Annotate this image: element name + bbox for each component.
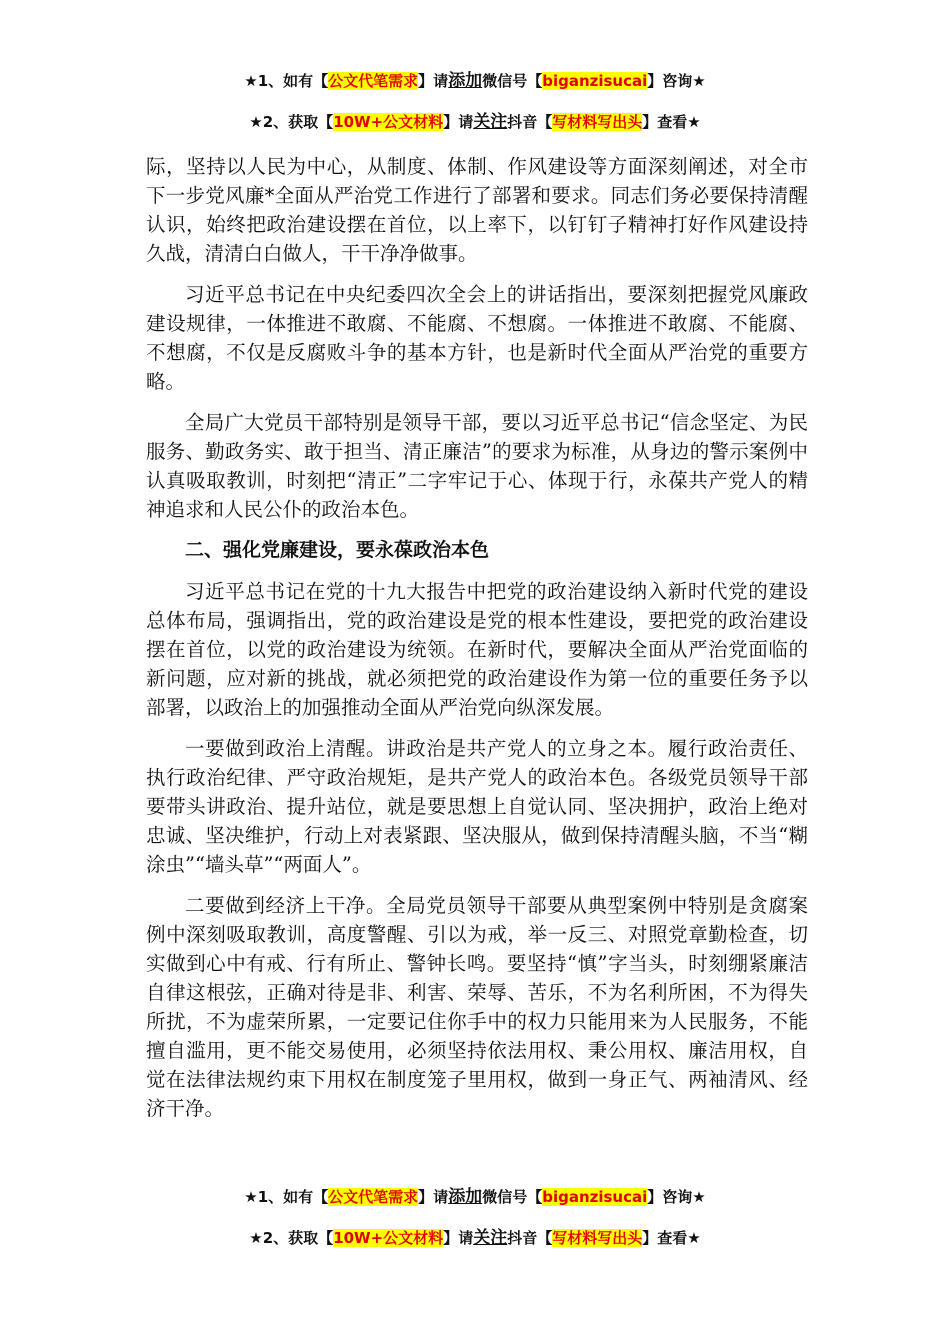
banner-text: 】请 xyxy=(443,1229,474,1247)
paragraph: 全局广大党员干部特别是领导干部，要以习近平总书记“信念坚定、为民服务、勤政务实、敢于担当、清正廉洁”的要求为标准，从身边的警示案例中认真吸取教训，时刻把“清正”二字牢记于心、体现于行，永葆共产党人的精神追求和人民公仆的政治本色。 xyxy=(146,411,808,521)
banner-wechat-id: biganzisucai xyxy=(542,72,648,90)
banner-text: 】请 xyxy=(418,1188,449,1206)
paragraph-continuation: 际，坚持以人民为中心，从制度、体制、作风建设等方面深刻阐述，对全市下一步党风廉*全面从严治党工作进行了部署和要求。同志们务必要保持清醒认识，始终把政治建设摆在首位，以上率下，以钉钉子精神打好作风建设持久战，清清白白做人，干干净净做事。 xyxy=(146,155,808,265)
paragraph: 习近平总书记在中央纪委四次全会上的讲话指出，要深刻把握党风廉政建设规律，一体推进不敢腐、不能腐、不想腐。一体推进不敢腐、不能腐、不想腐，不仅是反腐败斗争的基本方针，也是新时代全面从严治党的重要方略。 xyxy=(146,283,808,393)
banner-prefix: ★1、如有【 xyxy=(244,72,329,90)
banner-highlight-service: 公文代笔需求 xyxy=(328,72,419,90)
bottom-banner-line-1 xyxy=(0,1186,950,1208)
banner-suffix: 】咨询★ xyxy=(647,1188,706,1206)
banner-text: 抖音【 xyxy=(507,113,553,131)
banner-suffix: 】查看★ xyxy=(642,1229,701,1247)
banner-text: 】请 xyxy=(418,72,449,90)
banner-wechat-id: biganzisucai xyxy=(542,1188,648,1206)
banner-suffix: 】咨询★ xyxy=(647,72,706,90)
banner-highlight-service: 公文代笔需求 xyxy=(328,1188,419,1206)
banner-underlined-keyword: 关注 xyxy=(473,112,508,132)
banner-underlined-keyword: 添加 xyxy=(448,1187,483,1207)
paragraph: 一要做到政治上清醒。讲政治是共产党人的立身之本。履行政治责任、执行政治纪律、严守政治规矩，是共产党人的政治本色。各级党员领导干部要带头讲政治、提升站位，就是要思想上自觉认同、坚决拥护，政治上绝对忠诚、坚决维护，行动上对表紧跟、坚决服从，做到保持清醒头脑，不当“糊涂虫”“墙头草”“两面人”。 xyxy=(146,737,808,876)
banner-prefix: ★2、获取【 xyxy=(249,113,334,131)
banner-highlight-materials: 10W+公文材料 xyxy=(333,113,444,131)
banner-douyin-account: 写材料写出头 xyxy=(552,113,643,131)
banner-text: 】请 xyxy=(443,113,474,131)
banner-text: 微信号【 xyxy=(482,72,543,90)
banner-prefix: ★2、获取【 xyxy=(249,1229,334,1247)
banner-text: 微信号【 xyxy=(482,1188,543,1206)
banner-prefix: ★1、如有【 xyxy=(244,1188,329,1206)
paragraph: 习近平总书记在党的十九大报告中把党的政治建设纳入新时代党的建设总体布局，强调指出，党的政治建设是党的根本性建设，要把党的政治建设摆在首位，以党的政治建设为统领。在新时代，要解决全面从严治党面临的新问题，应对新的挑战，就必须把党的政治建设作为第一位的重要任务予以部署，以政治上的加强推动全面从严治党向纵深发展。 xyxy=(146,580,808,719)
bottom-banner-line-2 xyxy=(0,1227,950,1249)
document-body xyxy=(146,152,808,1135)
banner-underlined-keyword: 添加 xyxy=(448,71,483,91)
top-banner-line-1 xyxy=(0,70,950,92)
banner-text: 抖音【 xyxy=(507,1229,553,1247)
banner-suffix: 】查看★ xyxy=(642,113,701,131)
section-heading: 二、强化党廉建设，要永葆政治本色 xyxy=(185,539,490,561)
banner-underlined-keyword: 关注 xyxy=(473,1228,508,1248)
paragraph: 二要做到经济上干净。全局党员领导干部要从典型案例中特别是贪腐案例中深刻吸取教训，高度警醒、引以为戒，举一反三、对照党章勤检查，切实做到心中有戒、行有所止、警钟长鸣。要坚持“慎”字当头，时刻绷紧廉洁自律这根弦，正确对待是非、利害、荣辱、苦乐，不为名利所困，不为得失所扰，不为虚荣所累，一定要记住你手中的权力只能用来为人民服务，不能擅自滥用，更不能交易使用，必须坚持依法用权、秉公用权、廉洁用权，自觉在法律法规约束下用权在制度笼子里用权，做到一身正气、两袖清风、经济干净。 xyxy=(146,894,808,1120)
banner-douyin-account: 写材料写出头 xyxy=(552,1229,643,1247)
top-banner-line-2 xyxy=(0,111,950,133)
banner-highlight-materials: 10W+公文材料 xyxy=(333,1229,444,1247)
